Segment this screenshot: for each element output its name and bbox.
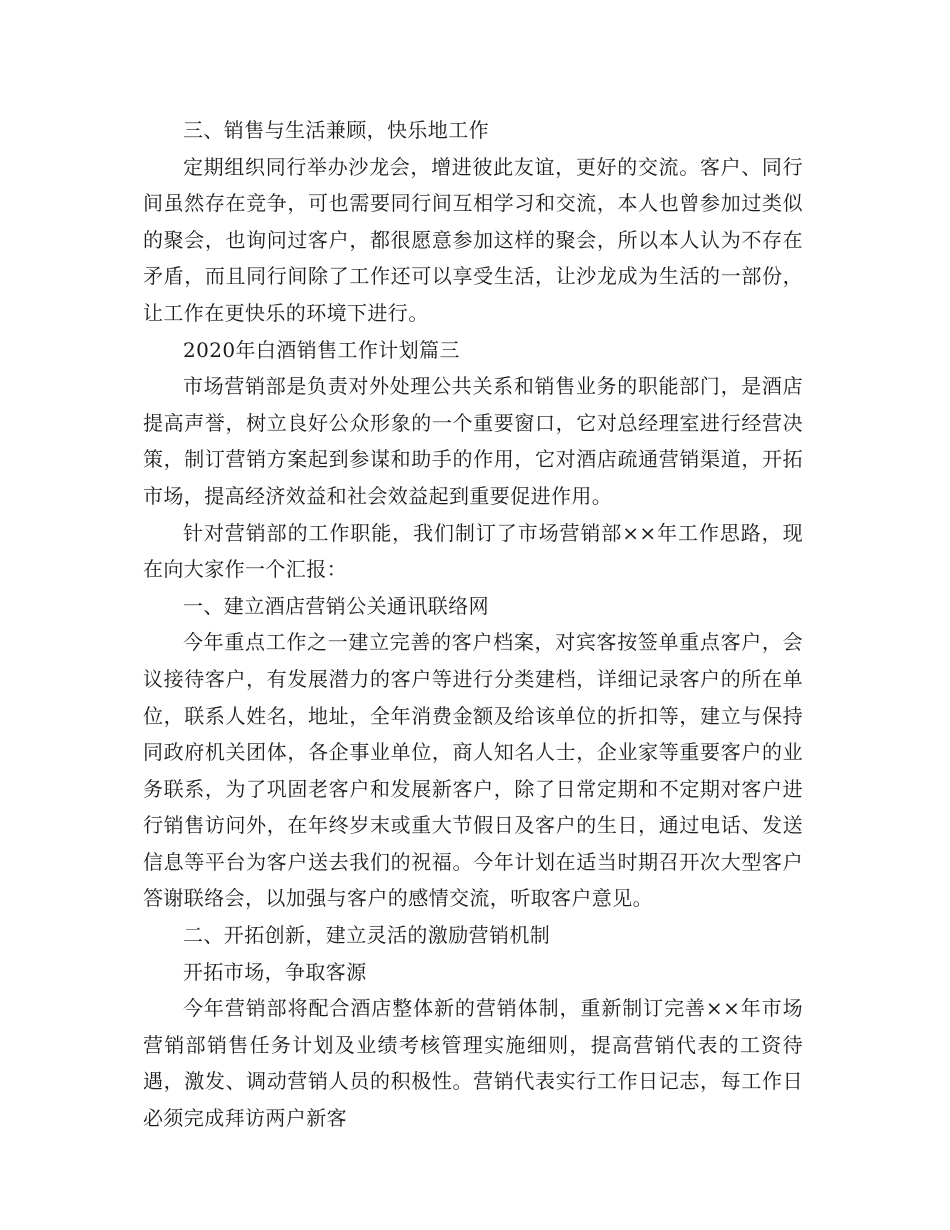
paragraph: 市场营销部是负责对外处理公共关系和销售业务的职能部门，是酒店提高声誉，树立良好公众形象的一个重要窗口，它对总经理室进行经营决策，制订营销方案起到参谋和助手的作用，它对酒店疏通营销渠道，开拓市场，提高经济效益和社会效益起到重要促进作用。: [143, 374, 803, 508]
section-heading: 二、开拓创新，建立灵活的激励营销机制: [183, 923, 551, 948]
subheading: 开拓市场，争取客源: [183, 959, 367, 984]
paragraph: 定期组织同行举办沙龙会，增进彼此友谊，更好的交流。客户、同行间虽然存在竞争，可也需要同行间互相学习和交流，本人也曾参加过类似的聚会，也询问过客户，都很愿意参加这样的聚会，所以本人认为不存在矛盾，而且同行间除了工作还可以享受生活，让沙龙成为生活的一部份，让工作在更快乐的环境下进行。: [143, 154, 803, 325]
document-title: 2020年白酒销售工作计划篇三: [183, 337, 460, 362]
paragraph: 针对营销部的工作职能，我们制订了市场营销部××年工作思路，现在向大家作一个汇报：: [143, 520, 803, 582]
document-body: [143, 112, 803, 1137]
section-heading: 一、建立酒店营销公关通讯联络网: [183, 593, 489, 618]
paragraph: 今年营销部将配合酒店整体新的营销体制，重新制订完善××年市场营销部销售任务计划及业绩考核管理实施细则，提高营销代表的工资待遇，激发、调动营销人员的积极性。营销代表实行工作日记志，每工作日必须完成拜访两户新客: [143, 996, 803, 1131]
section-heading: 三、销售与生活兼顾，快乐地工作: [183, 118, 489, 142]
paragraph: 今年重点工作之一建立完善的客户档案，对宾客按签单重点客户，会议接待客户，有发展潜力的客户等进行分类建档，详细记录客户的所在单位，联系人姓名，地址，全年消费金额及给该单位的折扣等，建立与保持同政府机关团体，各企事业单位，商人知名人士，企业家等重要客户的业务联系，为了巩固老客户和发展新客户，除了日常定期和不定期对客户进行销售访问外，在年终岁末或重大节假日及客户的生日，通过电话、发送信息等平台为客户送去我们的祝福。今年计划在适当时期召开次大型客户答谢联络会，以加强与客户的感情交流，听取客户意见。: [143, 630, 803, 911]
